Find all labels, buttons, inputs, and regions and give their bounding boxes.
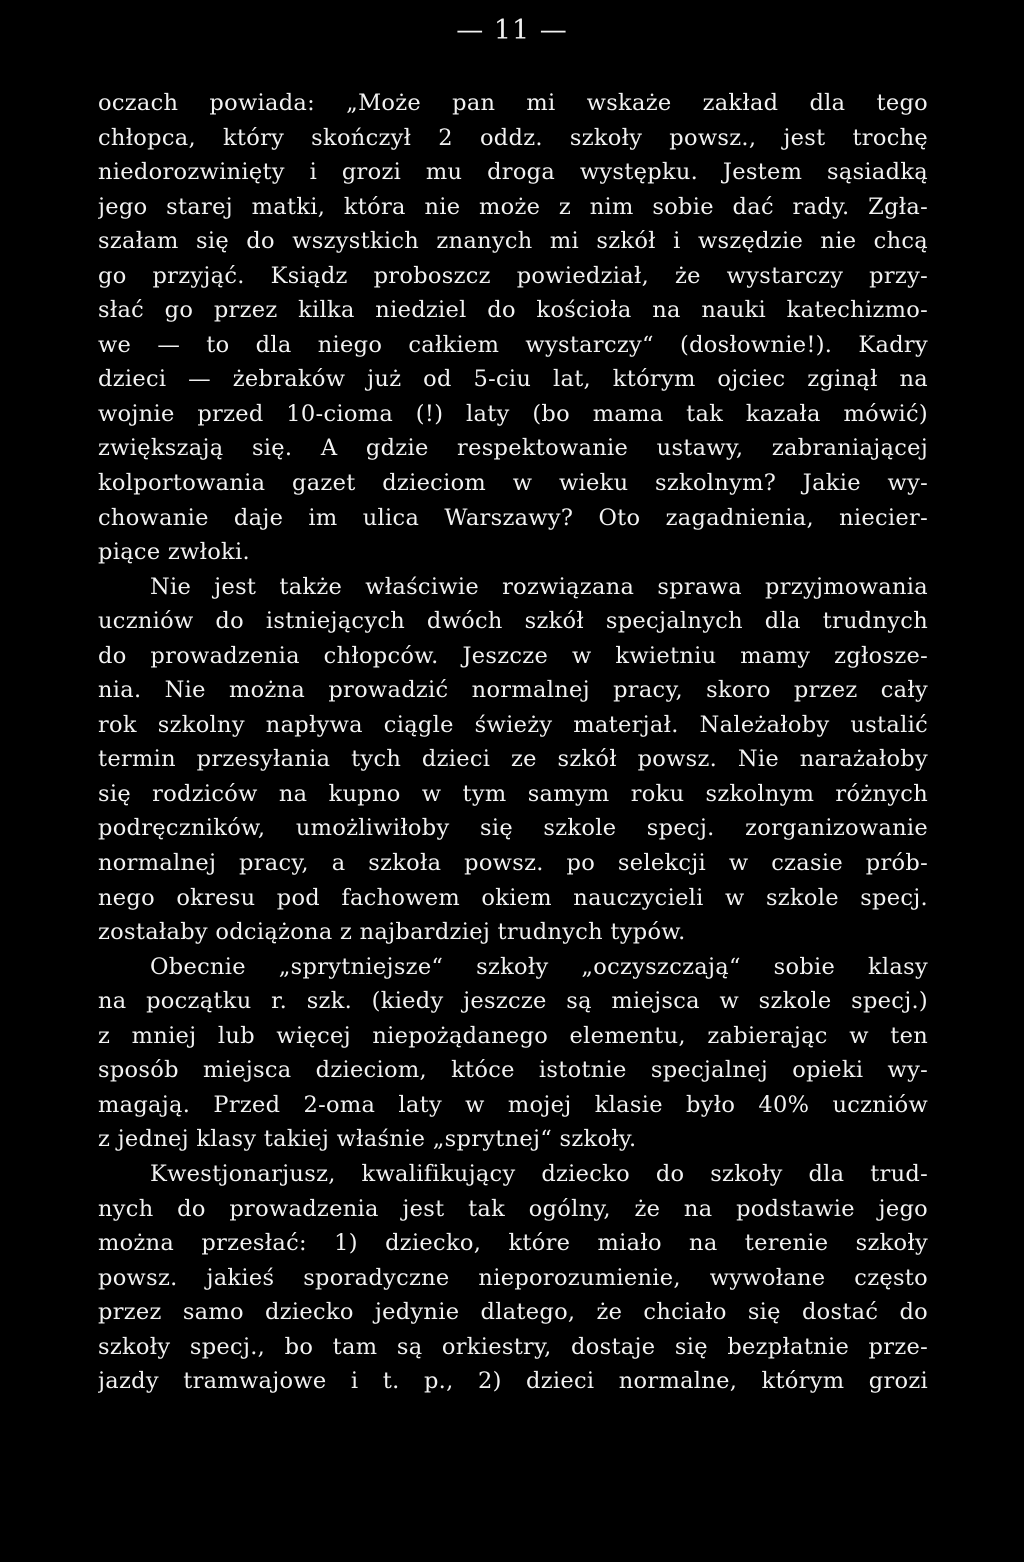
text-line: Obecnie „sprytniejsze“ szkoły „oczyszczają“ sobie klasy	[150, 953, 928, 980]
text-line: chowanie daje im ulica Warszawy? Oto zagadnienia, niecier-	[98, 504, 928, 531]
text-line: słać go przez kilka niedziel do kościoła na nauki katechizmo-	[98, 297, 928, 324]
text-line: zostałaby odciążona z najbardziej trudnych typów.	[98, 919, 686, 946]
page-text	[98, 86, 928, 1399]
page-number: — 11 —	[456, 15, 568, 46]
text-line: niedorozwinięty i grozi mu droga występku. Jestem sąsiadką	[98, 159, 928, 186]
text-line: Kwestjonarjusz, kwalifikujący dziecko do szkoły dla trud-	[150, 1160, 928, 1187]
text-line: powsz. jakieś sporadyczne nieporozumienie, wywołane często	[98, 1264, 928, 1291]
text-line: nych do prowadzenia jest tak ogólny, że na podstawie jego	[98, 1195, 928, 1222]
text-line: z jednej klasy takiej właśnie „sprytnej“ szkoły.	[98, 1126, 637, 1153]
text-line: podręczników, umożliwiłoby się szkole specj. zorganizowanie	[98, 815, 928, 842]
text-line: dzieci — żebraków już od 5-ciu lat, którym ojciec zginął na	[98, 366, 928, 393]
text-line: nego okresu pod fachowem okiem nauczycieli w szkole specj.	[98, 884, 928, 911]
text-line: do prowadzenia chłopców. Jeszcze w kwietniu mamy zgłosze-	[98, 642, 928, 669]
text-line: jego starej matki, która nie może z nim sobie dać rady. Zgła-	[98, 193, 928, 220]
text-line: piące zwłoki.	[98, 539, 250, 566]
text-line: przez samo dziecko jedynie dlatego, że chciało się dostać do	[98, 1299, 928, 1326]
text-line: jazdy tramwajowe i t. p., 2) dzieci normalne, którym grozi	[98, 1368, 928, 1395]
text-line: zwiększają się. A gdzie respektowanie ustawy, zabraniającej	[98, 435, 928, 462]
text-line: sposób miejsca dzieciom, któce istotnie specjalnej opieki wy-	[98, 1057, 928, 1084]
text-line: z mniej lub więcej niepożądanego elementu, zabierając w ten	[98, 1022, 928, 1049]
text-line: kolportowania gazet dzieciom w wieku szkolnym? Jakie wy-	[98, 470, 928, 497]
text-line: we — to dla niego całkiem wystarczy“ (dosłownie!). Kadry	[98, 331, 928, 358]
text-line: go przyjąć. Ksiądz proboszcz powiedział, że wystarczy przy-	[98, 262, 928, 289]
text-line: chłopca, który skończył 2 oddz. szkoły powsz., jest trochę	[98, 124, 928, 151]
text-line: oczach powiada: „Może pan mi wskaże zakład dla tego	[98, 90, 928, 116]
text-line: termin przesyłania tych dzieci ze szkół powsz. Nie narażałoby	[98, 746, 928, 773]
text-line: szałam się do wszystkich znanych mi szkół i wszędzie nie chcą	[98, 228, 928, 255]
text-line: się rodziców na kupno w tym samym roku szkolnym różnych	[98, 780, 928, 807]
text-line: można przesłać: 1) dziecko, które miało na terenie szkoły	[98, 1230, 928, 1257]
text-line: szkoły specj., bo tam są orkiestry, dostaje się bezpłatnie prze-	[98, 1333, 928, 1360]
text-line: magają. Przed 2-oma laty w mojej klasie było 40% uczniów	[98, 1091, 928, 1118]
text-line: normalnej pracy, a szkoła powsz. po selekcji w czasie prób-	[98, 850, 928, 877]
text-line: na początku r. szk. (kiedy jeszcze są miejsca w szkole specj.)	[98, 988, 928, 1015]
text-line: uczniów do istniejących dwóch szkół specjalnych dla trudnych	[98, 608, 928, 635]
text-line: nia. Nie można prowadzić normalnej pracy, skoro przez cały	[98, 677, 928, 704]
text-line: Nie jest także właściwie rozwiązana sprawa przyjmowania	[150, 573, 928, 600]
text-line: rok szkolny napływa ciągle świeży materjał. Należałoby ustalić	[98, 711, 928, 738]
text-line: wojnie przed 10-cioma (!) laty (bo mama tak kazała mówić)	[98, 400, 928, 427]
